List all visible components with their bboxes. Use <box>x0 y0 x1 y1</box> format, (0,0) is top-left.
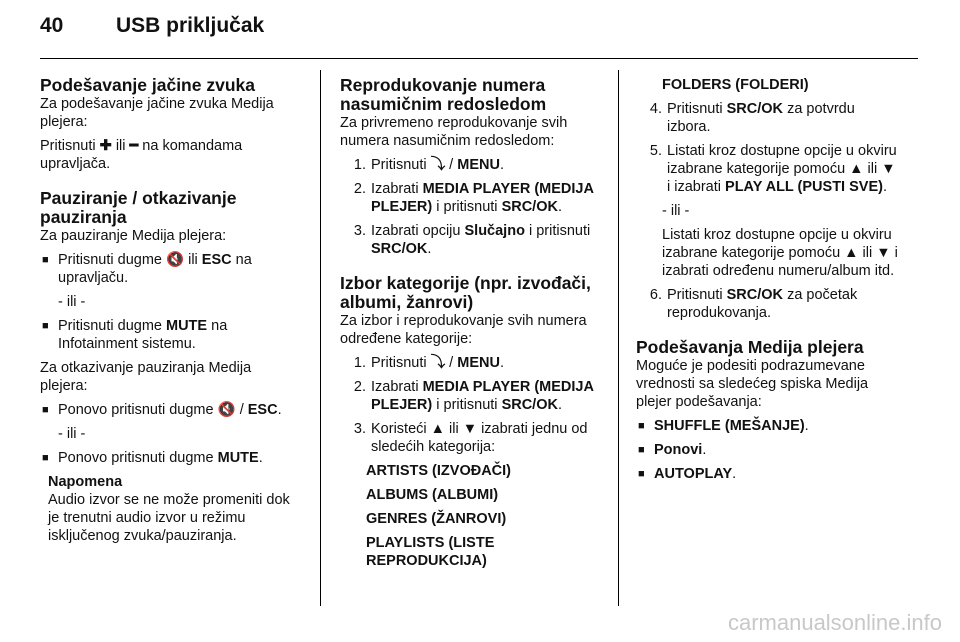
volume-text-b: na komandama upravljača. <box>40 138 243 172</box>
cat-step1-text: Pritisnuti <box>371 355 427 371</box>
note-box <box>40 473 302 545</box>
mute-icon: 🔇 <box>166 252 185 268</box>
media-player-label: MEDIA PLAYER (MEDIJA PLEJER) <box>371 181 594 215</box>
cancel-intro: Za otkazivanje pauziranja Medija plejera: <box>40 360 252 394</box>
cat-step4-text-b: za potvrdu izbora. <box>667 101 855 135</box>
src-ok-label: SRC/OK <box>726 101 784 117</box>
step-number: 2. <box>353 181 366 197</box>
category-genres: GENRES (ŽANROVI) <box>366 511 507 527</box>
pause-intro: Za pauziranje Medija plejera: <box>40 228 227 244</box>
step-number: 3. <box>353 421 366 437</box>
page-number: 40 <box>40 14 64 37</box>
bullet-marker: ■ <box>42 320 49 332</box>
column-3 <box>636 76 902 489</box>
bullet3-end: . <box>277 402 282 418</box>
random-intro: Za privremeno reprodukovanje svih numera nasumičnim redosledom: <box>340 115 568 149</box>
note-title: Napomena <box>48 474 123 490</box>
volume-text-a: Pritisnuti <box>40 138 96 154</box>
note-text: Audio izvor se ne može promeniti dok je trenutni audio izvor u režimu isključenog zvuka/pauziranja. <box>48 492 290 544</box>
step1-text: Pritisnuti <box>371 157 427 173</box>
phone-icon: ⤵ <box>430 355 446 371</box>
play-all-label: PLAY ALL (PUSTI SVE) <box>725 179 883 195</box>
step-number: 4. <box>649 101 662 117</box>
or-separator: - ili - <box>662 203 690 219</box>
bullet-marker: ■ <box>638 468 645 480</box>
cat-step2-text: Izabrati <box>371 379 419 395</box>
list-item <box>40 251 302 287</box>
mute-label: MUTE <box>166 318 208 334</box>
step3-text-b: i pritisnuti <box>528 223 591 239</box>
step2-text-b: i pritisnuti <box>436 199 498 215</box>
bullet1-or: ili <box>188 252 198 268</box>
bullet4-text-a: Ponovo pritisnuti dugme <box>58 450 214 466</box>
cat-step5-text: Listati kroz dostupne opcije u okviru izabrane kategorije pomoću ▲ ili ▼ i izabrati <box>667 143 897 195</box>
setting-shuffle: SHUFFLE (MEŠANJE) <box>654 418 805 434</box>
cat-step1-slash: / <box>449 355 454 371</box>
volume-text-or: ili <box>115 138 126 154</box>
setting-dot: . <box>804 418 809 434</box>
bullet3-text-a: Ponovo pritisnuti dugme <box>58 402 214 418</box>
cat-step5-end: . <box>882 179 887 195</box>
menu-label: MENU <box>457 157 500 173</box>
column-2 <box>340 76 602 576</box>
list-item <box>636 286 902 322</box>
column-divider-1 <box>320 70 321 606</box>
list-item <box>340 180 602 216</box>
setting-dot: . <box>732 466 737 482</box>
cat-step5-alt: Listati kroz dostupne opcije u okviru izabrane kategorije pomoću ▲ ili ▼ i izabrati određenu numeru/album itd. <box>662 227 898 279</box>
setting-repeat: Ponovi <box>654 442 703 458</box>
step-number: 2. <box>353 379 366 395</box>
heading-pause: Pauziranje / otkazivanje pauziranja <box>40 188 237 227</box>
src-ok-label: SRC/OK <box>371 241 428 257</box>
heading-settings: Podešavanja Medija plejera <box>636 337 864 357</box>
cat-step6-text-b: za početak reprodukovanja. <box>667 287 858 321</box>
list-item <box>636 100 902 136</box>
setting-autoplay: AUTOPLAY <box>654 466 733 482</box>
step2-end: . <box>557 199 562 215</box>
bullet3-slash: / <box>239 402 244 418</box>
or-separator: - ili - <box>58 294 86 310</box>
step3-text: Izabrati opciju <box>371 223 461 239</box>
column-1 <box>40 76 302 545</box>
page-title: USB priključak <box>116 14 265 37</box>
cat-step4-text: Pritisnuti <box>667 101 723 117</box>
src-ok-label: SRC/OK <box>501 199 558 215</box>
phone-icon: ⤵ <box>430 157 446 173</box>
list-item <box>636 441 902 459</box>
watermark: carmanualsonline.info <box>727 610 942 635</box>
settings-intro: Moguće je podesiti podrazumevane vrednosti sa sledećeg spiska Medija plejer podešavanja: <box>636 358 869 410</box>
category-folders: FOLDERS (FOLDERI) <box>662 77 809 93</box>
bullet-marker: ■ <box>638 444 645 456</box>
list-item <box>40 401 302 419</box>
list-item <box>340 222 602 258</box>
list-item <box>340 156 602 174</box>
media-player-label: MEDIA PLAYER (MEDIJA PLEJER) <box>371 379 594 413</box>
bullet4-end: . <box>258 450 263 466</box>
menu-label: MENU <box>457 355 500 371</box>
list-item <box>636 465 902 483</box>
cat-step3-text: Koristeći ▲ ili ▼ izabrati jednu od sledećih kategorija: <box>371 421 588 455</box>
src-ok-label: SRC/OK <box>501 397 558 413</box>
esc-label: ESC <box>247 402 278 418</box>
list-item <box>636 142 902 196</box>
bullet-marker: ■ <box>638 420 645 432</box>
bullet1-text-a: Pritisnuti dugme <box>58 252 162 268</box>
heading-random: Reprodukovanje numera nasumičnim redosledom <box>340 75 547 114</box>
step-number: 5. <box>649 143 662 159</box>
src-ok-label: SRC/OK <box>726 287 784 303</box>
category-albums: ALBUMS (ALBUMI) <box>366 487 499 503</box>
cat-step2-end: . <box>557 397 562 413</box>
step-number: 1. <box>353 355 366 371</box>
esc-label: ESC <box>201 252 232 268</box>
header-rule <box>40 58 918 59</box>
mute-icon: 🔇 <box>217 402 236 418</box>
plus-icon: ✚ <box>99 138 112 154</box>
cat-step2-text-b: i pritisnuti <box>436 397 498 413</box>
category-intro: Za izbor i reprodukovanje svih numera određene kategorije: <box>340 313 587 347</box>
category-playlists: PLAYLISTS (LISTE REPRODUKCIJA) <box>366 535 495 569</box>
column-divider-2 <box>618 70 619 606</box>
step-number: 1. <box>353 157 366 173</box>
heading-category: Izbor kategorije (npr. izvođači, albumi, žanrovi) <box>340 273 591 312</box>
volume-intro: Za podešavanje jačine zvuka Medija plejera: <box>40 96 274 130</box>
or-separator: - ili - <box>58 426 86 442</box>
volume-instruction <box>40 137 302 173</box>
list-item <box>40 449 302 467</box>
bullet2-text-a: Pritisnuti dugme <box>58 318 162 334</box>
step-number: 3. <box>353 223 366 239</box>
step1-end: . <box>499 157 504 173</box>
setting-dot: . <box>702 442 707 458</box>
heading-volume: Podešavanje jačine zvuka <box>40 75 255 95</box>
step2-text: Izabrati <box>371 181 419 197</box>
shuffle-option-label: Slučajno <box>464 223 525 239</box>
step3-end: . <box>427 241 432 257</box>
list-item <box>40 317 302 353</box>
cat-step1-end: . <box>499 355 504 371</box>
minus-icon: ━ <box>129 138 139 154</box>
list-item <box>340 354 602 372</box>
list-item <box>340 420 602 456</box>
list-item <box>340 378 602 414</box>
bullet-marker: ■ <box>42 452 49 464</box>
category-artists: ARTISTS (IZVOĐAČI) <box>366 463 511 479</box>
bullet-marker: ■ <box>42 404 49 416</box>
page-header <box>40 14 264 38</box>
cat-step6-text: Pritisnuti <box>667 287 723 303</box>
bullet2-text-b: na Infotainment sistemu. <box>58 318 228 352</box>
bullet-marker: ■ <box>42 254 49 266</box>
list-item <box>636 417 902 435</box>
step1-slash: / <box>449 157 454 173</box>
bullet1-text-b: na upravljaču. <box>58 252 252 286</box>
step-number: 6. <box>649 287 662 303</box>
mute-label: MUTE <box>217 450 259 466</box>
